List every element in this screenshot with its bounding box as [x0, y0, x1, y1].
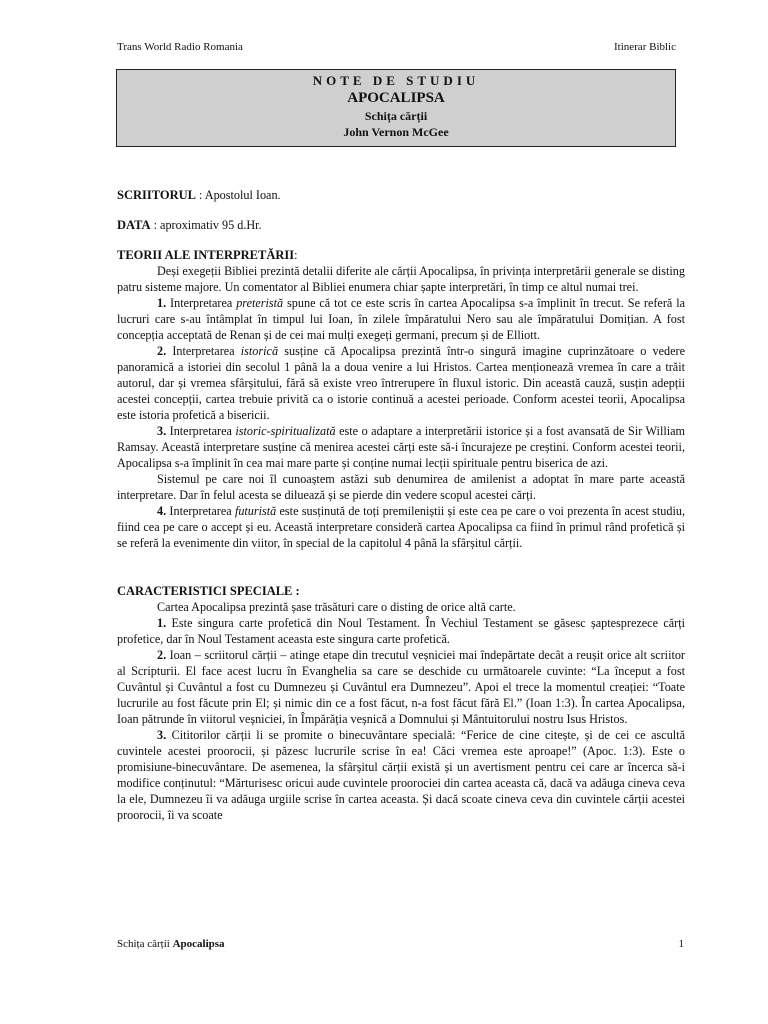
item-number: 1. [157, 616, 167, 630]
teorii-heading-colon: : [294, 248, 298, 262]
title-box-author: John Vernon McGee [343, 125, 449, 139]
paragraph [117, 615, 685, 647]
item-number: 3. [157, 728, 167, 742]
footer-left [117, 938, 225, 951]
caracteristici-heading [117, 583, 685, 599]
data-value: : aproximativ 95 d.Hr. [150, 218, 262, 232]
data-line [117, 217, 685, 233]
title-box-title: APOCALIPSA [347, 90, 445, 106]
paragraph-text: Interpretarea [166, 296, 237, 310]
item-number: 1. [157, 296, 167, 310]
data-label: DATA [117, 218, 151, 232]
paragraph-text: Este singura carte profetică din Noul Testament. În Vechiul Testament se găsesc șaptesprezece cărți profetice, dar în Noul Testament aceasta este singura carte profetică. [117, 616, 685, 646]
footer-book-name: Apocalipsa [172, 938, 225, 950]
teorii-heading-text: TEORII ALE INTERPRETĂRII [117, 248, 295, 262]
paragraph [117, 343, 685, 423]
teorii-section [117, 263, 685, 551]
paragraph-text: susține că Apocalipsa prezintă într-o singură imagine cuprinzătoare o vedere panoramică a istoriei din secolul 1 până la a doua venire a lui Hristos. Cartea menționează vremea în care a trăit autorul, dar și vremea sfârșitului, fără să existe vreo întrerupere în fluxul istoric. Din această cauză, susțin adepții acestei concepții, cartea trebuie privită ca o istorie continuă a acestei perioade. Conform acestei teorii, Apocalipsa este istoria profetică a bisericii. [117, 344, 685, 422]
paragraph-text: este o adaptare a interpretării istorice și a fost avansată de Sir William Ramsay. Această interpretare susține că menirea acestei cărți este să-i încurajeze pe creștini. Conform acestei teorii, Apocalipsa s-a împlinit în cea mai mare parte și conține numai lecții spirituale pentru biserica de azi. [117, 424, 685, 470]
title-box-kicker: NOTE DE STUDIU [312, 73, 480, 88]
paragraph [117, 423, 685, 471]
emphasis-term: futuristă [234, 504, 277, 518]
header-right: Itinerar Biblic [613, 41, 676, 53]
paragraph-text: Interpretarea [166, 344, 241, 358]
scriitorul-label: SCRIITORUL [117, 188, 196, 202]
paragraph-text: Cartea Apocalipsa prezintă șase trăsături care o disting de orice altă carte. [157, 600, 516, 614]
emphasis-term: istoric-spiritualizată [235, 424, 336, 438]
header-left: Trans World Radio Romania [117, 41, 243, 53]
paragraph-text: Interpretarea [166, 504, 235, 518]
item-number: 3. [157, 424, 167, 438]
emphasis-term: istorică [240, 344, 279, 358]
paragraph-text: Cititorilor cărții li se promite o binecuvântare specială: “Ferice de cine citește, și de cei ce ascultă cuvintele acestei proorocii, și păzesc lucrurile scrise în ea! Căci vremea este aproape!” (Apoc. 1:3). Este o promisiune-binecuvântare. De asemenea, la sfârșitul cărții există și un avertisment pentru cei care ar încerca să-i modifice conținutul: “Mărturisesc oricui aude cuvintele proorociei din cartea aceasta că, dacă va adăuga cineva ceva la ele, Dumnezeu îi va adăuga urgiile scrise în cartea aceasta. Și dacă scoate cineva ceva din cuvintele cărții acestei proorocii, îi va scoate [117, 728, 685, 822]
item-number: 2. [157, 648, 167, 662]
teorii-heading [117, 247, 685, 263]
item-number: 2. [157, 344, 167, 358]
title-box [116, 69, 676, 147]
body-text [117, 187, 685, 823]
paragraph-text: Interpretarea [166, 424, 236, 438]
caracteristici-section [117, 599, 685, 823]
paragraph [117, 295, 685, 343]
emphasis-term: preteristă [236, 296, 284, 310]
paragraph [117, 503, 685, 551]
paragraph-text: Sistemul pe care noi îl cunoaștem astăzi sub denumirea de amilenist a adoptat în mare parte această interpretare. Dar în felul acesta se diluează și se pierde din vedere scopul acestei cărți. [117, 472, 685, 502]
paragraph [117, 471, 685, 503]
title-box-subtitle: Schița cărții [364, 109, 428, 123]
paragraph [117, 647, 685, 727]
paragraph-text: Ioan – scriitorul cărții – atinge etape din trecutul veșniciei mai îndepărtate decât a reușit orice alt scriitor al Scripturii. El face acest lucru în Evanghelia sa care se deschide cu următoarele cuvinte: “La început a fost Cuvântul și Cuvântul a fost cu Dumnezeu și Cuvântul era Dumnezeu”. Apoi el trece la momentul creației: “Toate lucrurile au fost făcute prin El; și nimic din ce a fost făcut, n-a fost făcut fără El.” (Ioan 1:3). În cartea Apocalipsa, Ioan pătrunde în viitorul veșniciei, în Împărăția veșnică a Domnului și Mântuitorului nostru Isus Hristos. [117, 648, 685, 726]
paragraph-text: Deși exegeții Bibliei prezintă detalii diferite ale cărții Apocalipsa, în privința interpretării generale se disting patru sisteme majore. Un comentator al Bibliei enumera chiar șapte interpretări, în timp ce altul numai trei. [117, 264, 685, 294]
page-number: 1 [678, 938, 684, 950]
paragraph-text: este susținută de toți premileniștii și este cea pe care o voi prezenta în acest studiu, fiind cea pe care o accept și eu. Această interpretare consideră cartea Apocalipsa ca fiind în primul rând profetică și se referă la evenimente din viitor, în special de la capitolul 4 până la sfârșitul cărții. [117, 504, 685, 550]
scriitorul-value: : Apostolul Ioan. [195, 188, 281, 202]
paragraph [117, 263, 685, 295]
footer-prefix: Schița cărții [117, 938, 173, 950]
caracteristici-heading-text: CARACTERISTICI SPECIALE : [117, 584, 300, 598]
paragraph-text: spune că tot ce este scris în cartea Apocalipsa s-a împlinit în trecut. Se referă la lucruri care s-au întâmplat în timpul lui Ioan, în zilele împăratului Nero sau ale împăratului Domițian. A fost concepția acceptată de Renan și de cei mai mulți exegeți germani, precum și de Elliott. [117, 296, 685, 342]
paragraph [117, 727, 685, 823]
scriitorul-line [117, 187, 685, 203]
item-number: 4. [157, 504, 167, 518]
paragraph [117, 599, 685, 615]
